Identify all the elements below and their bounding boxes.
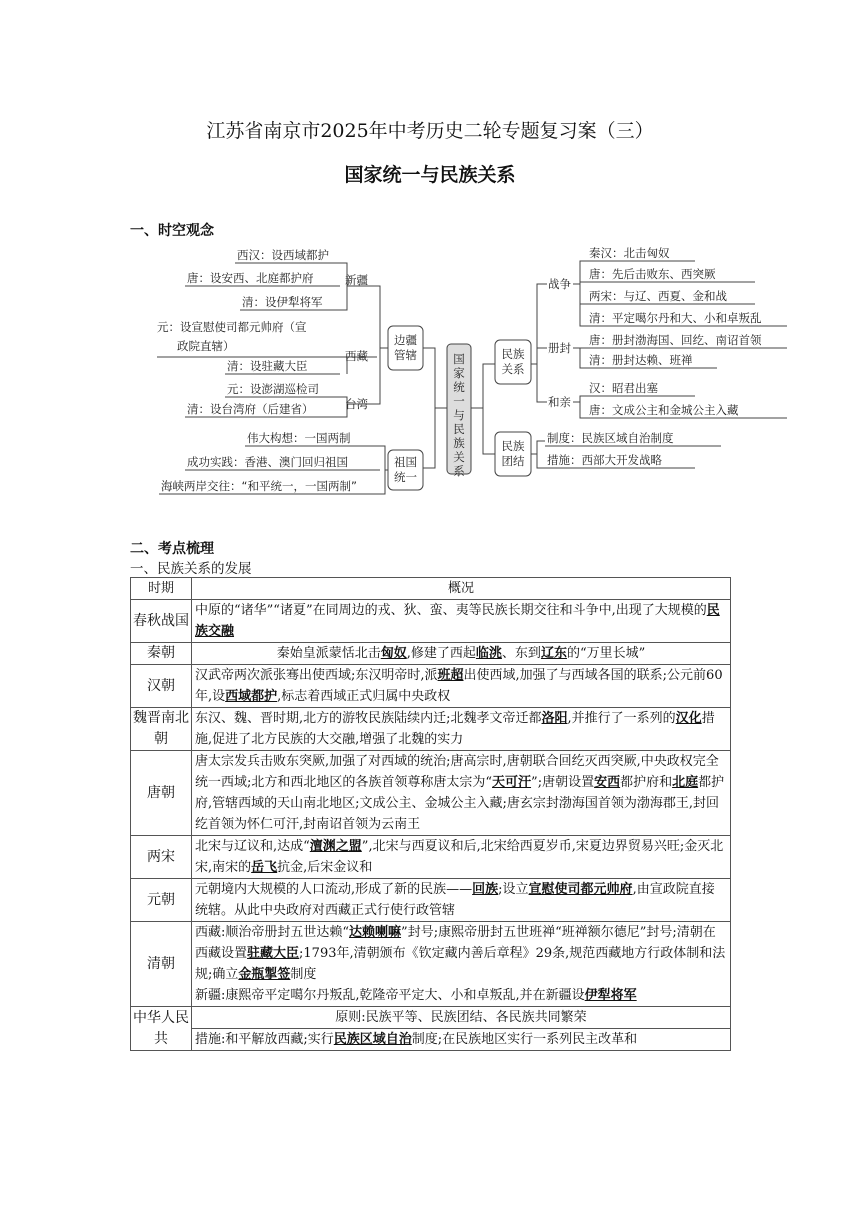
border-branch-label: 边疆管辖 — [394, 333, 417, 362]
ethnic-relations-table — [130, 577, 731, 1051]
table-row — [131, 879, 731, 922]
period-cell: 汉朝 — [131, 665, 192, 708]
heqin-item: 唐：文成公主和金城公主入藏 — [589, 403, 739, 417]
feng-item: 清：册封达赖、班禅 — [589, 353, 693, 367]
period-cell: 唐朝 — [131, 751, 192, 836]
period-cell: 魏晋南北朝 — [131, 708, 192, 751]
center-label-char: 与 — [453, 408, 465, 422]
period-cell: 春秋战国 — [131, 600, 192, 643]
document-title: 江苏省南京市2025年中考历史二轮专题复习案（三） — [206, 120, 654, 142]
reunify-branch-label: 祖国统一 — [394, 455, 417, 484]
table-row — [131, 643, 731, 665]
overview-cell: 北宋与辽议和,达成“澶渊之盟”,北宋与西夏议和后,北宋给西夏岁币,宋夏边界贸易兴旺;金灭北宋,南宋的岳飞抗金,后宋金议和 — [192, 836, 731, 879]
war-label: 战争 — [548, 277, 571, 291]
center-label — [453, 352, 465, 478]
heqin-label: 和亲 — [548, 395, 571, 409]
table-row — [131, 708, 731, 751]
overview-cell: 东汉、魏、晋时期,北方的游牧民族陆续内迁;北魏孝文帝迁都洛阳,并推行了一系列的汉化措施,促进了北方民族的大交融,增强了北魏的实力 — [192, 708, 731, 751]
center-label-char: 国 — [453, 352, 465, 366]
tibet-label: 西藏 — [345, 349, 368, 363]
center-label-char: 系 — [453, 464, 465, 478]
table-row — [131, 665, 731, 708]
heqin-item: 汉：昭君出塞 — [589, 381, 658, 395]
reunify-item: 伟大构想：一国两制 — [247, 431, 351, 445]
ethnic-branch-label: 民族关系 — [501, 347, 525, 376]
col-header-overview: 概况 — [192, 578, 731, 600]
overview-cell: 秦始皇派蒙恬北击匈奴,修建了西起临洮、东到辽东的“万里长城” — [192, 643, 731, 665]
table-row — [131, 922, 731, 1007]
tibet-item: 政院直辖） — [177, 339, 235, 353]
period-cell: 两宋 — [131, 836, 192, 879]
table-row — [131, 836, 731, 879]
overview-cell: 中原的“诸华”“诸夏”在同周边的戎、狄、蛮、夷等民族长期交往和斗争中,出现了大规模的民族交融 — [192, 600, 731, 643]
center-label-char: 一 — [453, 394, 465, 408]
war-item: 清：平定噶尔丹和大、小和卓叛乱 — [589, 311, 762, 325]
center-label-char: 关 — [453, 450, 465, 464]
mind-map — [155, 236, 795, 498]
feng-label: 册封 — [548, 341, 571, 355]
taiwan-item: 元：设澎湖巡检司 — [227, 382, 319, 396]
xinjiang-item: 清：设伊犁将军 — [242, 295, 323, 309]
table-row — [131, 1007, 731, 1051]
section-heading-1: 一、时空观念 — [130, 223, 214, 239]
war-item: 唐：先后击败东、西突厥 — [589, 267, 716, 281]
overview-cell: 元朝境内大规模的人口流动,形成了新的民族——回族;设立宣慰使司都元帅府,由宣政院直接统辖。从此中央政府对西藏正式行使行政管辖 — [192, 879, 731, 922]
xinjiang-item: 唐：设安西、北庭都护府 — [187, 271, 314, 285]
center-label-char: 民 — [453, 422, 465, 436]
war-item: 秦汉：北击匈奴 — [589, 246, 670, 260]
section-subheading: 一、民族关系的发展 — [130, 561, 252, 577]
center-label-char: 统 — [453, 380, 465, 394]
section-heading-2: 二、考点梳理 — [130, 541, 214, 557]
period-cell: 元朝 — [131, 879, 192, 922]
document-subtitle: 国家统一与民族关系 — [344, 164, 516, 186]
war-item: 两宋：与辽、西夏、金和战 — [589, 289, 727, 303]
overview-cell: 原则:民族平等、民族团结、各民族共同繁荣 措施:和平解放西藏;实行民族区域自治制度;在民族地区实行一系列民主改革和 — [192, 1007, 731, 1051]
table-row — [131, 600, 731, 643]
unity-branch-label: 民族团结 — [501, 439, 525, 468]
period-cell: 清朝 — [131, 922, 192, 1007]
taiwan-label: 台湾 — [345, 397, 368, 411]
feng-item: 唐：册封渤海国、回纥、南诏首领 — [589, 333, 762, 347]
center-label-char: 族 — [453, 436, 465, 450]
unity-item: 制度：民族区域自治制度 — [547, 431, 674, 445]
tibet-item: 清：设驻藏大臣 — [227, 359, 308, 373]
center-label-char: 家 — [453, 366, 465, 380]
reunify-item: 海峡两岸交往：“和平统一，一国两制” — [161, 479, 357, 493]
period-cell: 中华人民共 — [131, 1007, 192, 1051]
xinjiang-item: 西汉：设西域都护 — [237, 248, 329, 262]
col-header-period: 时期 — [131, 578, 192, 600]
period-cell: 秦朝 — [131, 643, 192, 665]
overview-cell: 西藏:顺治帝册封五世达赖“达赖喇嘛”封号;康熙帝册封五世班禅“班禅额尔德尼”封号;清朝在西藏设置驻藏大臣;1793年,清朝颁布《钦定藏内善后章程》29条,规范西藏地方行政体制和法规;确立金瓶掣签制度 新疆:康熙帝平定噶尔丹叛乱,乾隆帝平定大、小和卓叛乱,并在新疆设伊犁将军 — [192, 922, 731, 1007]
overview-cell: 汉武帝两次派张骞出使西域;东汉明帝时,派班超出使西域,加强了与西域各国的联系;公元前60年,设西域都护,标志着西域正式归属中央政权 — [192, 665, 731, 708]
taiwan-item: 清：设台湾府（后建省） — [187, 402, 314, 416]
table-row — [131, 751, 731, 836]
reunify-item: 成功实践：香港、澳门回归祖国 — [187, 455, 348, 469]
tibet-item: 元：设宣慰使司都元帅府（宣 — [157, 320, 307, 334]
xinjiang-label: 新疆 — [345, 273, 368, 287]
unity-item: 措施：西部大开发战略 — [547, 453, 662, 467]
overview-cell: 唐太宗发兵击败东突厥,加强了对西域的统治;唐高宗时,唐朝联合回纥灭西突厥,中央政权完全统一西域;北方和西北地区的各族首领尊称唐太宗为“天可汗”;唐朝设置安西都护府和北庭都护府,管辖西域的天山南北地区;文成公主、金城公主入藏;唐玄宗封渤海国首领为渤海郡王,封回纥首领为怀仁可汗,封南诏首领为云南王 — [192, 751, 731, 836]
